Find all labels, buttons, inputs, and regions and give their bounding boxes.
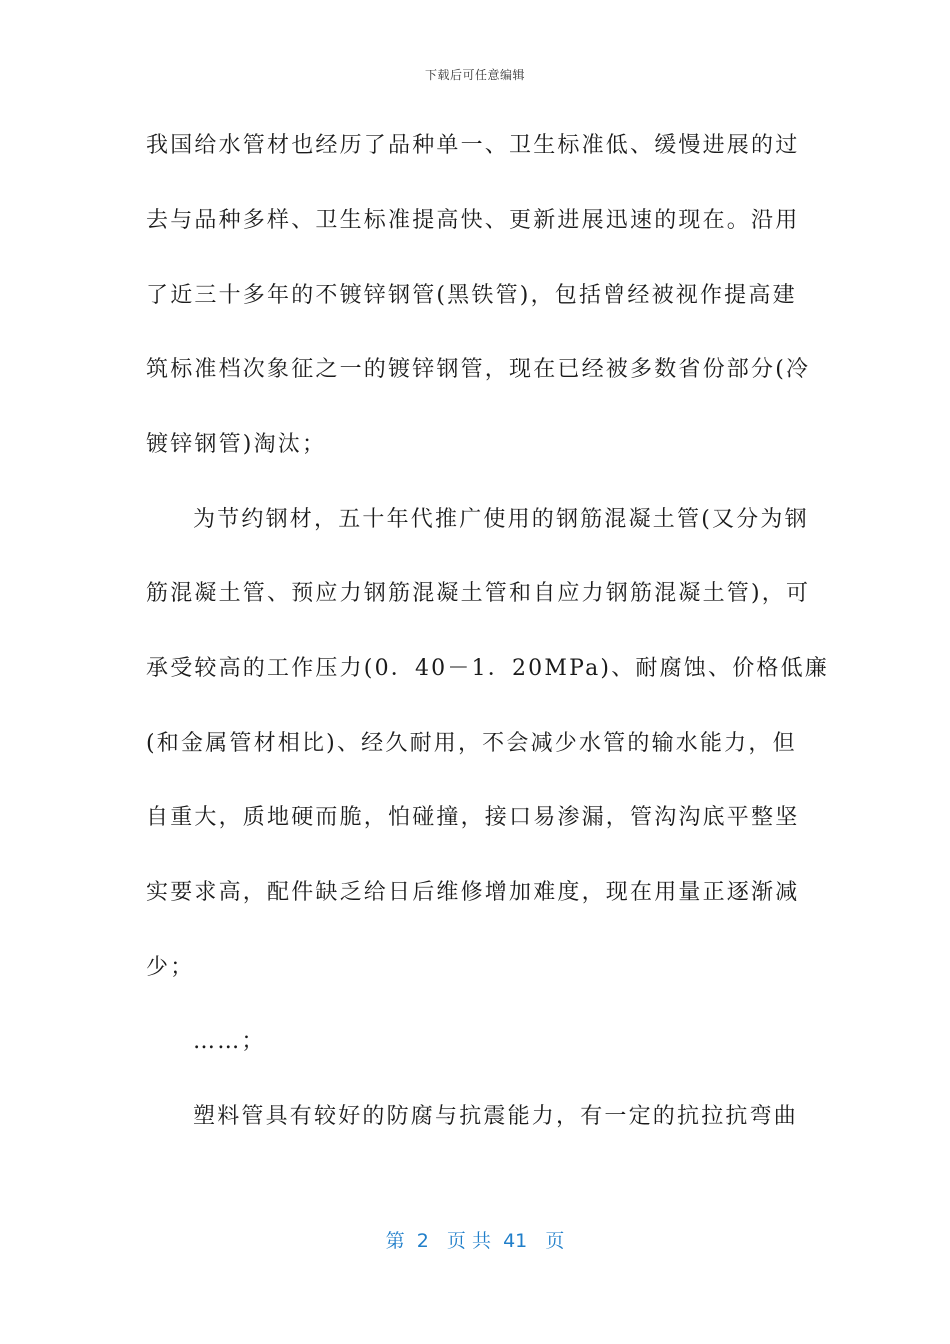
paragraph-line: 少； — [146, 955, 195, 980]
paragraph-line: 塑料管具有较好的防腐与抗震能力，有一定的抗拉抗弯曲 — [193, 1104, 799, 1129]
paragraph-line: 去与品种多样、卫生标准提高快、更新进展迅速的现在。沿用 — [146, 208, 800, 233]
paragraph-line: 镀锌钢管)淘汰； — [146, 432, 327, 457]
page-header: 下载后可任意编辑 — [424, 68, 525, 82]
paragraph-line: 筋混凝土管、预应力钢筋混凝土管和自应力钢筋混凝土管)，可 — [146, 581, 811, 606]
paragraph-line: (和金属管材相比)、经久耐用，不会减少水管的输水能力，但 — [146, 731, 797, 756]
paragraph-line: 筑标准档次象征之一的镀锌钢管，现在已经被多数省份部分(冷 — [146, 357, 811, 382]
paragraph-line: 了近三十多年的不镀锌钢管(黑铁管)，包括曾经被视作提高建 — [146, 283, 797, 308]
footer-label-page: 第 — [385, 1230, 405, 1252]
paragraph-line: 为节约钢材，五十年代推广使用的钢筋混凝土管(又分为钢 — [193, 507, 809, 532]
footer-total-pages: 41 — [503, 1230, 528, 1252]
paragraph-line: 实要求高，配件缺乏给日后维修增加难度，现在用量正逐渐减 — [146, 880, 800, 905]
footer-label-end: 页 — [545, 1230, 565, 1252]
paragraph-line: 自重大，质地硬而脆，怕碰撞，接口易渗漏，管沟沟底平整坚 — [146, 805, 800, 830]
page-footer — [0, 1226, 950, 1253]
paragraph-line: 我国给水管材也经历了品种单一、卫生标准低、缓慢进展的过 — [146, 133, 800, 158]
footer-current-page: 2 — [416, 1230, 429, 1252]
footer-label-of: 页 共 — [446, 1230, 491, 1252]
paragraph-line: ……； — [193, 1029, 266, 1054]
paragraph-line: 承受较高的工作压力(0．40－1．20MPa)、耐腐蚀、价格低廉 — [146, 656, 830, 681]
